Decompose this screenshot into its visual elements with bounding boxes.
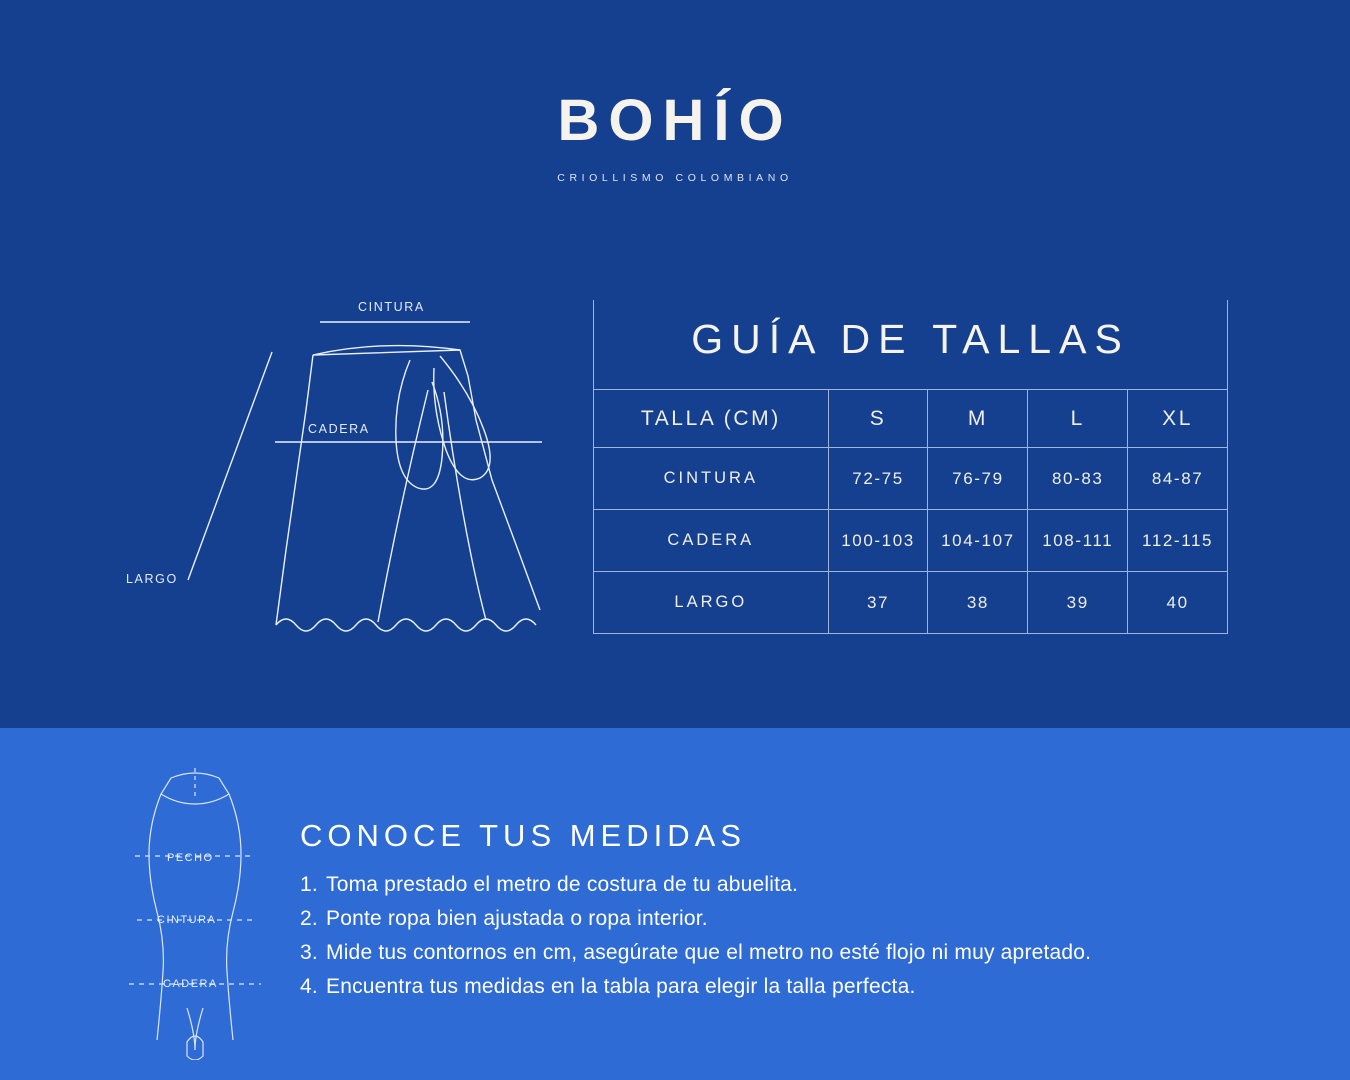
row-label-largo: LARGO <box>594 572 829 634</box>
cell-largo-s: 37 <box>828 572 928 634</box>
cell-cadera-m: 104-107 <box>928 510 1028 572</box>
table-header-l: L <box>1028 390 1128 448</box>
measure-title: CONOCE TUS MEDIDAS <box>300 818 746 853</box>
label-largo-skirt: LARGO <box>126 572 178 586</box>
table-row <box>594 572 1228 634</box>
row-label-cadera: CADERA <box>594 510 829 572</box>
step-number: 4. <box>300 975 318 999</box>
skirt-drawing <box>110 280 580 660</box>
step-number: 3. <box>300 941 318 965</box>
cell-cintura-xl: 84-87 <box>1128 448 1228 510</box>
body-illustration <box>95 760 295 1060</box>
label-pecho-body: PECHO <box>167 852 214 864</box>
size-table-title: GUÍA DE TALLAS <box>691 316 1130 362</box>
table-row <box>594 510 1228 572</box>
step-text: Toma prestado el metro de costura de tu abuelita. <box>326 873 799 896</box>
cell-cintura-m: 76-79 <box>928 448 1028 510</box>
step-text: Encuentra tus medidas en la tabla para elegir la talla perfecta. <box>326 975 916 999</box>
label-cintura-skirt: CINTURA <box>358 300 425 314</box>
table-header-talla: TALLA (CM) <box>594 390 829 448</box>
skirt-illustration <box>110 280 580 660</box>
torso-drawing <box>95 760 295 1060</box>
measure-steps <box>300 868 1300 1004</box>
cell-cintura-l: 80-83 <box>1028 448 1128 510</box>
measure-copy <box>300 818 1300 1004</box>
cell-cadera-xl: 112-115 <box>1128 510 1228 572</box>
list-item <box>300 868 1300 902</box>
list-item <box>300 970 1300 1004</box>
row-label-cintura: CINTURA <box>594 448 829 510</box>
cell-cintura-s: 72-75 <box>828 448 928 510</box>
brand-name: BOHÍO <box>557 88 793 153</box>
size-table <box>593 389 1228 634</box>
table-header-row <box>594 390 1228 448</box>
measure-panel <box>0 728 1350 1080</box>
cell-cadera-l: 108-111 <box>1028 510 1128 572</box>
table-row <box>594 448 1228 510</box>
table-left-rule <box>593 300 594 398</box>
size-table-section <box>593 300 1228 634</box>
step-text: Mide tus contornos en cm, asegúrate que el metro no esté flojo ni muy apretado. <box>326 941 1092 965</box>
cell-cadera-s: 100-103 <box>828 510 928 572</box>
label-cintura-body: CINTURA <box>157 914 217 926</box>
list-item <box>300 936 1300 970</box>
step-number: 1. <box>300 873 318 896</box>
label-cadera-skirt: CADERA <box>308 422 370 436</box>
label-cadera-body: CADERA <box>163 978 218 990</box>
brand-header <box>0 88 1350 184</box>
step-text: Ponte ropa bien ajustada o ropa interior. <box>326 907 708 931</box>
cell-largo-xl: 40 <box>1128 572 1228 634</box>
table-header-xl: XL <box>1128 390 1228 448</box>
list-item <box>300 902 1300 936</box>
table-right-rule <box>1227 300 1228 398</box>
table-header-m: M <box>928 390 1028 448</box>
step-number: 2. <box>300 907 318 931</box>
cell-largo-m: 38 <box>928 572 1028 634</box>
brand-tagline: CRIOLLISMO COLOMBIANO <box>557 172 793 184</box>
table-header-s: S <box>828 390 928 448</box>
cell-largo-l: 39 <box>1028 572 1128 634</box>
